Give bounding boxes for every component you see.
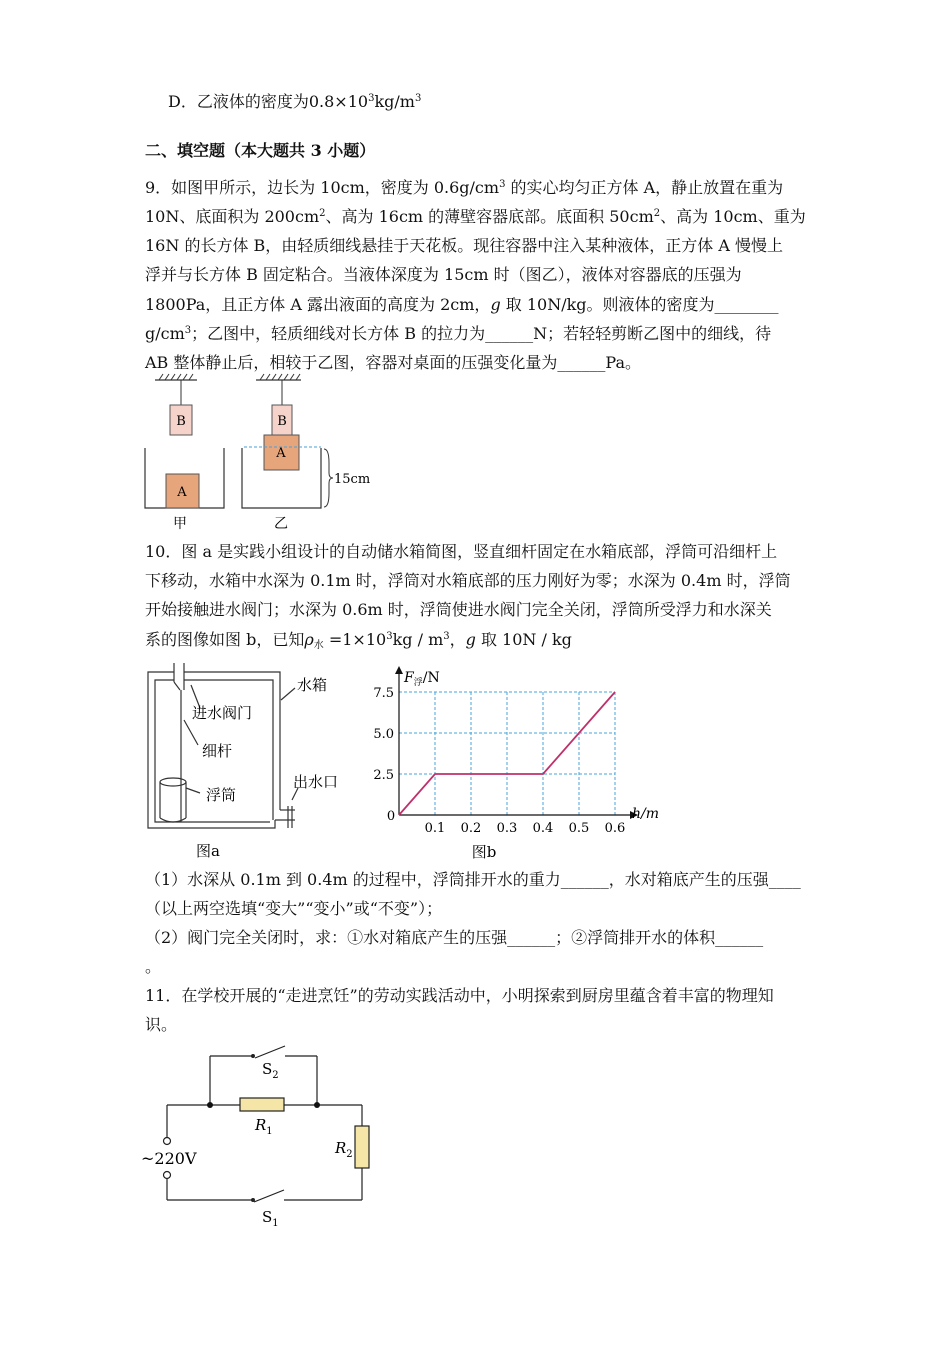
q9-line-4: 浮并与长方体 B 固定粘合。当液体深度为 15cm 时（图乙），液体对容器底的压强为	[145, 265, 742, 284]
figure-yi	[242, 374, 370, 532]
section-title: 二、填空题（本大题共 3 小题）	[145, 141, 376, 160]
q10-line-1: 10．图 a 是实践小组设计的自动储水箱简图，竖直细杆固定在水箱底部，浮筒可沿细杆上	[145, 542, 778, 561]
figure-jia	[145, 374, 224, 532]
terminal-bottom	[164, 1172, 171, 1179]
q9-line-7: AB 整体静止后，相较于乙图，容器对桌面的压强变化量为______Pa。	[145, 353, 641, 372]
y-tick-label-0: 2.5	[373, 768, 394, 783]
switch-s2-label: $S_2$	[262, 1060, 279, 1081]
q10-sub-2-end: 。	[145, 957, 162, 976]
x-tick-label-1: 0.2	[460, 821, 482, 836]
q9-line-5: 1800Pa，且正方体 A 露出液面的高度为 2cm，g 取 10N/kg。则液体的密度为________	[145, 295, 779, 314]
caption-a: 图a	[196, 842, 220, 860]
q9-figure	[135, 373, 375, 533]
origin-label: 0	[386, 809, 396, 824]
label-valve: 进水阀门	[192, 704, 253, 722]
y-axis-arrow	[395, 666, 403, 674]
label-outlet: 出水口	[293, 773, 339, 791]
x-axis-label: h/m	[632, 806, 660, 822]
x-tick-label-0: 0.1	[424, 821, 446, 836]
chart-grid	[399, 692, 615, 815]
label-float: 浮筒	[206, 786, 237, 804]
q10-sub-1: （1）水深从 0.1m 到 0.4m 的过程中，浮筒排开水的重力______，水对箱底产生的压强____	[145, 870, 801, 889]
y-tick-label-2: 7.5	[373, 686, 394, 701]
y-tick-label-1: 5.0	[373, 727, 394, 742]
q11-line-2: 识。	[145, 1015, 178, 1034]
switch-s1-label: $S_1$	[262, 1208, 279, 1229]
x-tick-label-3: 0.4	[532, 821, 554, 836]
chart-ticks	[373, 686, 625, 836]
option-d: D．乙液体的密度为$0.8\times 10^3kg/m^3$	[168, 92, 422, 111]
label-tank: 水箱	[297, 676, 328, 694]
block-b-yi-label: B	[277, 414, 287, 429]
resistor-r1-label: $R_1$	[255, 1116, 273, 1137]
resistor-r2-label: $R_2$	[335, 1139, 353, 1160]
y-axis-label: $F_浮/N$	[404, 670, 440, 688]
buoyancy-chart	[360, 662, 660, 862]
x-tick-label-5: 0.6	[604, 821, 626, 836]
q10-sub-1-note: （以上两空选填“变大”“变小”或“不变”）；	[145, 899, 443, 918]
depth-brace	[324, 449, 333, 507]
block-a-jia-label: A	[177, 485, 187, 500]
q11-line-1: 11．在学校开展的“走进烹饪”的劳动实践活动中，小明探索到厨房里蕴含着丰富的物理知	[145, 986, 774, 1005]
caption-jia: 甲	[173, 516, 187, 532]
label-rod: 细杆	[202, 742, 233, 760]
depth-label: 15cm	[334, 472, 371, 487]
circuit-diagram	[135, 1040, 375, 1230]
resistor-r2	[355, 1126, 369, 1168]
block-b-jia-label: B	[176, 414, 186, 429]
source-label: ~220V	[141, 1149, 197, 1168]
x-tick-label-2: 0.3	[496, 821, 518, 836]
block-a-yi-label: A	[276, 446, 286, 461]
q9-line-1: 9．如图甲所示，边长为 10cm，密度为 $0.6g/cm^3$ 的实心均匀正方体 A，静止放置在重为	[145, 178, 784, 197]
q10-line-3: 开始接触进水阀门；水深为 0.6m 时，浮筒使进水阀门完全关闭，浮筒所受浮力和水深关	[145, 600, 772, 619]
x-tick-label-4: 0.5	[568, 821, 590, 836]
caption-b: 图b	[471, 843, 497, 861]
q9-line-3: 16N 的长方体 B，由轻质细线悬挂于天花板。现往容器中注入某种液体，正方体 A 慢慢上	[145, 236, 784, 255]
terminal-top	[164, 1138, 171, 1145]
caption-yi: 乙	[274, 516, 288, 532]
resistor-r1	[240, 1098, 284, 1111]
q9-line-2: 10N、底面积为 $200cm^2$、高为 16cm 的薄壁容器底部。底面积 $50cm^2$、高为 10cm、重为	[145, 207, 806, 226]
figure-a-tank	[140, 660, 350, 865]
q10-sub-2: （2）阀门完全关闭时，求：①水对箱底产生的压强______；②浮筒排开水的体积______	[145, 928, 764, 947]
q10-line-2: 下移动，水箱中水深为 0.1m 时，浮筒对水箱底部的压力刚好为零；水深为 0.4m 时，浮筒	[145, 571, 791, 590]
q10-line-4: 系的图像如图 b，已知$\rho_水 =1\times 10^3kg / m^3$，g 取 10N / kg	[145, 630, 572, 651]
q9-line-6: $g/cm^3$；乙图中，轻质细线对长方体 B 的拉力为______N；若轻轻剪断乙图中的细线，待	[145, 324, 772, 343]
